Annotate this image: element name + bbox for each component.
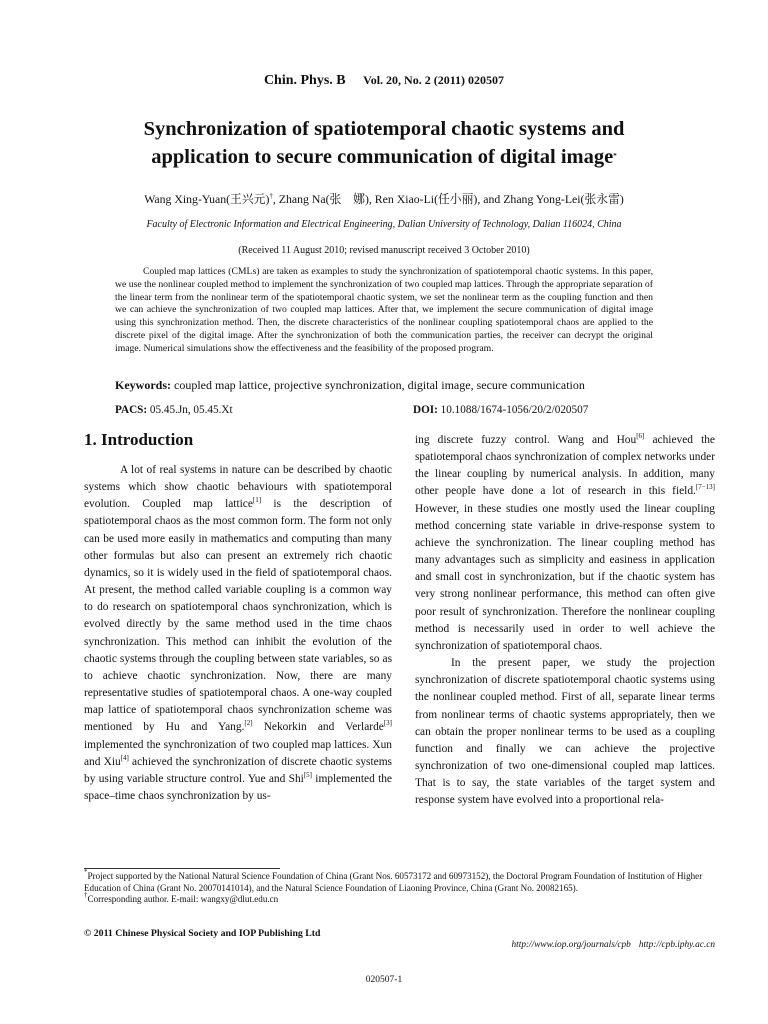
citation[interactable]: [7−13]	[695, 483, 715, 492]
right-column	[415, 432, 715, 809]
pacs-text: 05.45.Jn, 05.45.Xt	[147, 404, 233, 416]
author-name: Ren Xiao-Li(任小丽)	[374, 192, 478, 206]
journal-urls	[300, 940, 715, 950]
citation[interactable]: [5]	[303, 770, 312, 779]
left-column	[84, 462, 392, 805]
journal-name: Chin. Phys. B	[263, 73, 346, 88]
doi-link[interactable]: 10.1088/1674-1056/20/2/020507	[437, 404, 589, 416]
keywords-label: Keywords:	[115, 378, 171, 392]
pacs	[115, 404, 365, 416]
citation[interactable]: [3]	[383, 719, 392, 728]
citation[interactable]: [4]	[120, 753, 129, 762]
section-heading: 1. Introduction	[84, 430, 194, 449]
page-number: 020507-1	[365, 975, 403, 985]
footnote-corresponding: †Corresponding author. E-mail: wangxy@dlut.edu.cn	[84, 891, 279, 904]
volume-info: Vol. 20, No. 2 (2011) 020507	[363, 73, 505, 87]
journal-header	[0, 73, 768, 89]
doi	[413, 404, 713, 416]
affiliation: Faculty of Electronic Information and Electrical Engineering, Dalian University of Technology, Dalian 116024, China	[146, 219, 622, 230]
author-name: Wang Xing-Yuan(王兴元)	[144, 192, 270, 206]
footnotes	[84, 868, 716, 906]
copyright: © 2011 Chinese Physical Society and IOP Publishing Ltd	[84, 928, 321, 939]
abstract: Coupled map lattices (CMLs) are taken as examples to study the synchronization of spatiotemporal chaotic systems. In this paper, we use the nonlinear coupled method to implement the synchronization of two coupled map lattices. Through the appropriate separation of the linear term from the nonlinear term of the spatiotemporal chaotic system, we set the nonlinear term as the coupling function and then we can achieve the synchronization of two coupled map lattices. After that, we implement the secure communication of digital image using this synchronization method. Then, the discrete characteristics of the nonlinear coupling spatiotemporal chaos are applied to the discrete pixel of the digital image. After the synchronization of both the communication parties, the receiver can decrypt the original image. Numerical simulations show the effectiveness and the feasibility of the proposed program.	[115, 266, 653, 354]
journal-url-link[interactable]: http://www.iop.org/journals/cpb	[511, 940, 631, 950]
footnote-funding: *Project supported by the National Natural Science Foundation of China (Grant Nos. 60573172 and 60973152), the Doctoral Program Foundation of Institution of Higher Education of China (Grant No. 20070141014), and the Natural Science Foundation of Liaoning Province, China (Grant No. 20082165).	[84, 868, 703, 893]
citation[interactable]: [6]	[636, 432, 645, 440]
received-dates: (Received 11 August 2010; revised manuscript received 3 October 2010)	[238, 245, 530, 256]
citation[interactable]: [2]	[244, 719, 253, 728]
author-name: Zhang Yong-Lei(张永雷)	[503, 192, 624, 206]
corresponding-mark: †	[269, 192, 273, 200]
doi-label: DOI:	[413, 404, 438, 416]
title-line-2: application to secure communication of digital image	[151, 146, 614, 168]
intro-paragraph-1-cont: ing discrete fuzzy control. Wang and Hou[6] achieved the spatiotemporal chaos synchronization of complex networks under the linear coupling by numerical analysis. In addition, many other people have done a lot of research in this field.[7−13] However, in these studies one mostly used the linear coupling method concerning state variable in drive-response system to achieve the synchronization. The linear coupling method has many advantages such as simplicity and easiness in application and small cost in synchronization, but if the chaotic system has very strong nonlinear performance, this method can often give poor result of synchronization. Therefore the nonlinear coupling method is necessarily used in order to well achieve the synchronization of spatiotemporal chaos.	[415, 432, 715, 652]
author-list: Wang Xing-Yuan(王兴元)†, Zhang Na(张 娜), Ren Xiao-Li(任小丽), and Zhang Yong-Lei(张永雷)	[144, 192, 624, 206]
intro-paragraph-2: In the present paper, we study the projection synchronization of discrete spatiotemporal chaotic systems using the nonlinear coupled method. First of all, separate linear terms from nonlinear terms of chaotic systems appropriately, then we can obtain the proper nonlinear terms to be used as a coupling function and finally we can achieve the projective synchronization of two one-dimensional coupled map lattices. That is to say, the state variables of the target system and response system have evolved into a proportional rela-	[415, 657, 715, 807]
citation[interactable]: [1]	[252, 496, 262, 505]
pacs-label: PACS:	[115, 404, 148, 416]
title-line-1: Synchronization of spatiotemporal chaotic systems and	[143, 118, 625, 140]
keywords-text: coupled map lattice, projective synchronization, digital image, secure communication	[171, 378, 585, 392]
title-footnote-mark: *	[613, 152, 617, 160]
author-name: Zhang Na(张 娜)	[278, 192, 369, 206]
journal-url-link[interactable]: http://cpb.iphy.ac.cn	[638, 940, 715, 950]
keywords	[115, 378, 675, 393]
footnote-rule	[84, 868, 280, 869]
paper-title	[60, 115, 708, 171]
intro-paragraph-1: A lot of real systems in nature can be described by chaotic systems which show chaotic behaviours with spatiotemporal evolution. Coupled map lattice[1] is the description of spatiotemporal chaos as the most common form. The form not only can be used more easily in mathematics and computing than many other formulas but also can present an extremely rich chaotic dynamics, so it is widely used in the field of spatiotemporal chaos. At present, the method called variable coupling is a common way to do research on spatiotemporal chaos synchronization, which is evolved directly by the same method used in the time chaos synchronization. This method can inhibit the evolution of the chaotic systems through the coupling between state variables, so as to achieve chaotic synchronization. Now, there are many representative studies of spatiotemporal chaos. A one-way coupled map lattice of spatiotemporal chaos synchronization scheme was mentioned by Hu and Yang.[2] Nekorkin and Verlarde[3] implemented the synchronization of two coupled map lattices. Xun and Xiu[4] achieved the synchronization of discrete chaotic systems by using variable structure control. Yue and Shi[5] implemented the space–time chaos synchronization by us-	[84, 464, 393, 802]
